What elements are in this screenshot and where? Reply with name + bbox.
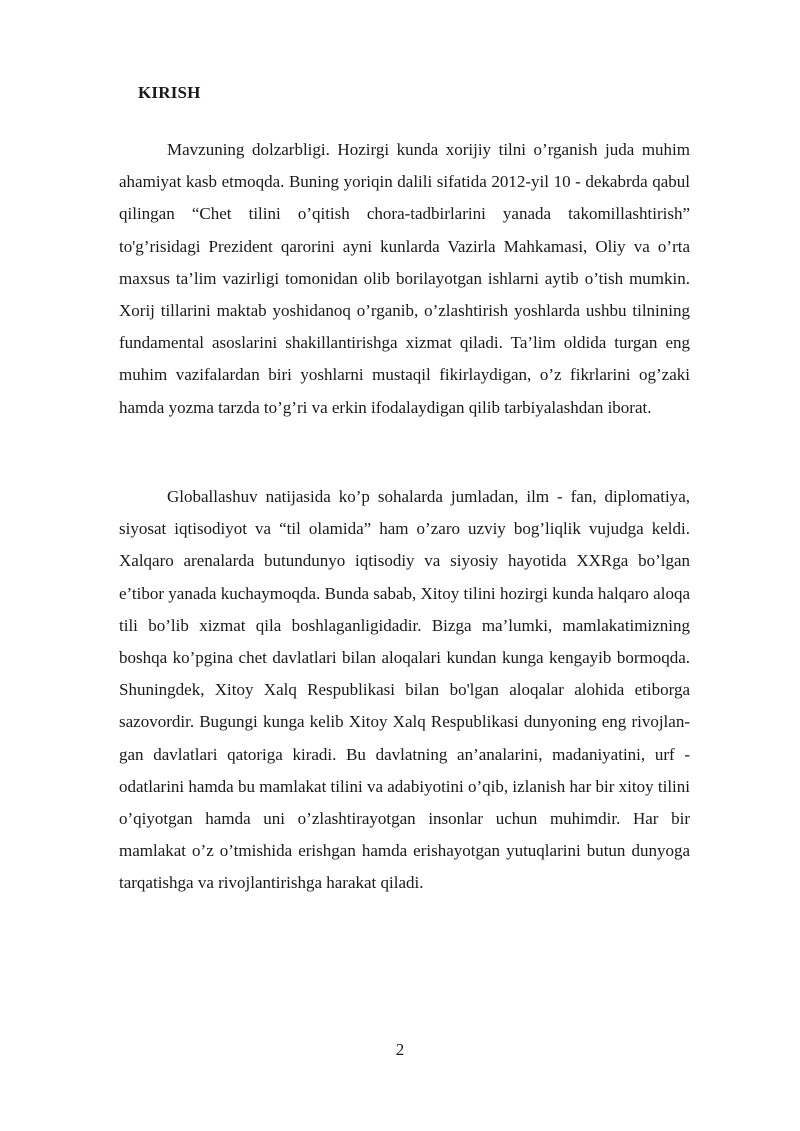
paragraph-globalization: Globallashuv natijasida ko’p sohalarda jumladan, ilm - fan, diplomatiya, siyosat iqtisodiyot va “til olamida” ham o’zaro uzviy bog’liqlik vujudga keldi. Xalqaro arenalarda butundunyo iqtisodiy va siyosiy hayotida XXRga bo’lgan e’tibor yanada kuchaymoqda. Bunda sabab, Xitoy tilini hozirgi kunda halqaro aloqa tili bo’lib xizmat qila boshlaganligidadir. Bizga ma’lumki, mamlakatimizning boshqa ko’pgina chet davlatlari bilan aloqalari kundan kunga kengayib bormoqda. Shuningdek, Xitoy Xalq Respublikasi bilan bo'lgan aloqalar alohida etiborga sazovordir. Bugungi kunga kelib Xitoy Xalq Respublikasi dunyoning eng rivojlan- gan davlatlari qatoriga kiradi. Bu davlatning an’analarini, madaniyatini, urf - odatlarini hamda bu mamlakat tilini va adabiyotini o’qib, izlanish har bir xitoy tilini o’qiyotgan hamda uni o’zlashtirayotgan insonlar uchun muhimdir. Har bir mamlakat o’z o’tmishida erishgan hamda erishayotgan yutuqlarini butun dunyoga tarqatishga va rivojlantirishga harakat qiladi. <box>119 487 690 893</box>
section-heading: KIRISH <box>138 83 201 102</box>
page-number: 2 <box>395 1040 405 1059</box>
paragraph-relevance: Mavzuning dolzarbligi. Hozirgi kunda xorijiy tilni o’rganish juda muhim ahamiyat kasb etmoqda. Buning yoriqin dalili sifatida 2012-yil 10 - dekabrda qabul qilingan “Chet tilini o’qitish chora-tadbirlarini yanada takomillashtirish” to'g’risidagi Prezident qarorini ayni kunlarda Vazirla Mahkamasi, Oliy va o’rta maxsus ta’lim vazirligi tomonidan olib borilayotgan ishlarni aytib o’tish mumkin. Xorij tillarini maktab yoshidanoq o’rganib, o’zlashtirish yoshlarda ushbu tilnining fundamental asoslarini shakillantirishga xizmat qiladi. Ta’lim oldida turgan eng muhim vazifalardan biri yoshlarni mustaqil fikirlaydigan, o’z fikrlarini og’zaki hamda yozma tarzda to’g’ri va erkin ifodalaydigan qilib tarbiyalashdan iborat. <box>119 140 690 417</box>
